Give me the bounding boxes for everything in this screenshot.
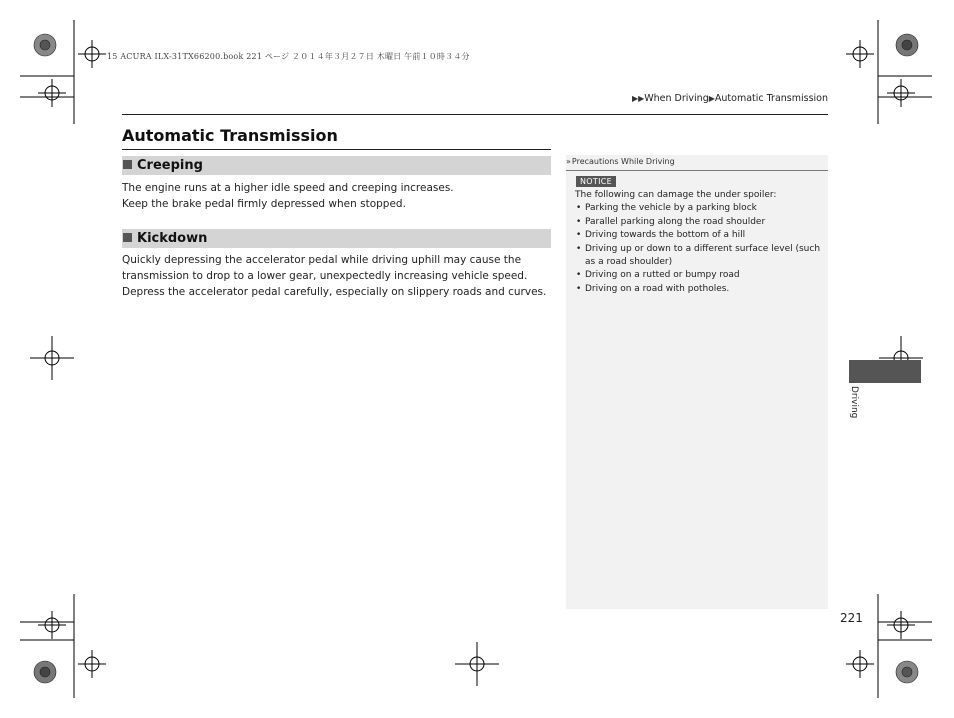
notice-badge: NOTICE [576,176,616,187]
sidebar-reference-title: Precautions While Driving [571,157,675,166]
sidebar-notice-text [575,189,825,296]
reference-arrow-icon: » [566,157,569,166]
page-number: 221 [840,611,863,625]
bullet-icon: • [576,270,582,281]
sidebar-intro: The following can damage the under spoiler: [575,190,777,200]
chapter-tab[interactable] [849,360,921,383]
bullet-icon: • [576,216,582,227]
list-item: • Driving up or down to a different surface level (such as a road shoulder) [576,243,821,268]
list-item: • Parallel parking along the road shoulder [575,216,825,229]
chapter-tab-label: Driving [849,386,859,419]
paragraph: Quickly depressing the accelerator pedal while driving uphill may cause the transmission to drop to a lower gear, unexpectedly increasing vehicle speed. Depress the accelerator pedal carefully, especially on slippery roads and curves. [122,254,547,298]
section-body-creeping [122,180,554,212]
sidebar-rule [566,170,828,171]
section-square-icon [123,160,132,169]
breadcrumb-arrow-icon: ▶▶ [631,94,645,103]
list-item: • Driving on a rutted or bumpy road [575,269,825,282]
breadcrumb-section: When Driving [644,93,709,104]
list-item: • Parking the vehicle by a parking block [575,202,825,215]
section-heading-text: Kickdown [137,231,208,246]
bullet-icon: • [576,230,582,241]
section-heading-kickdown [122,229,551,248]
breadcrumb-page: Automatic Transmission [714,93,828,104]
breadcrumb [632,93,828,104]
section-body-kickdown [122,252,552,300]
list-item: • Driving towards the bottom of a hill [575,229,825,242]
section-square-icon [123,233,132,242]
bullet-icon: • [576,203,582,214]
list-item: • Driving on a road with potholes. [575,283,825,296]
paragraph-line: Keep the brake pedal firmly depressed when stopped. [122,198,406,210]
title-rule [122,149,551,150]
header-rule [122,114,828,115]
page-title: Automatic Transmission [122,126,338,145]
sidebar-reference[interactable] [566,155,828,166]
sidebar-list [575,202,825,296]
section-heading-text: Creeping [137,158,203,173]
paragraph-line: The engine runs at a higher idle speed and creeping increases. [122,182,454,194]
print-header: 15 ACURA ILX-31TX66200.book 221 ページ ２０１４年３月２７日 木曜日 午前１０時３４分 [107,52,470,61]
bullet-icon: • [576,283,582,294]
bullet-icon: • [576,243,582,254]
section-heading-creeping [122,156,551,175]
breadcrumb-separator-icon: ▶ [708,94,715,103]
